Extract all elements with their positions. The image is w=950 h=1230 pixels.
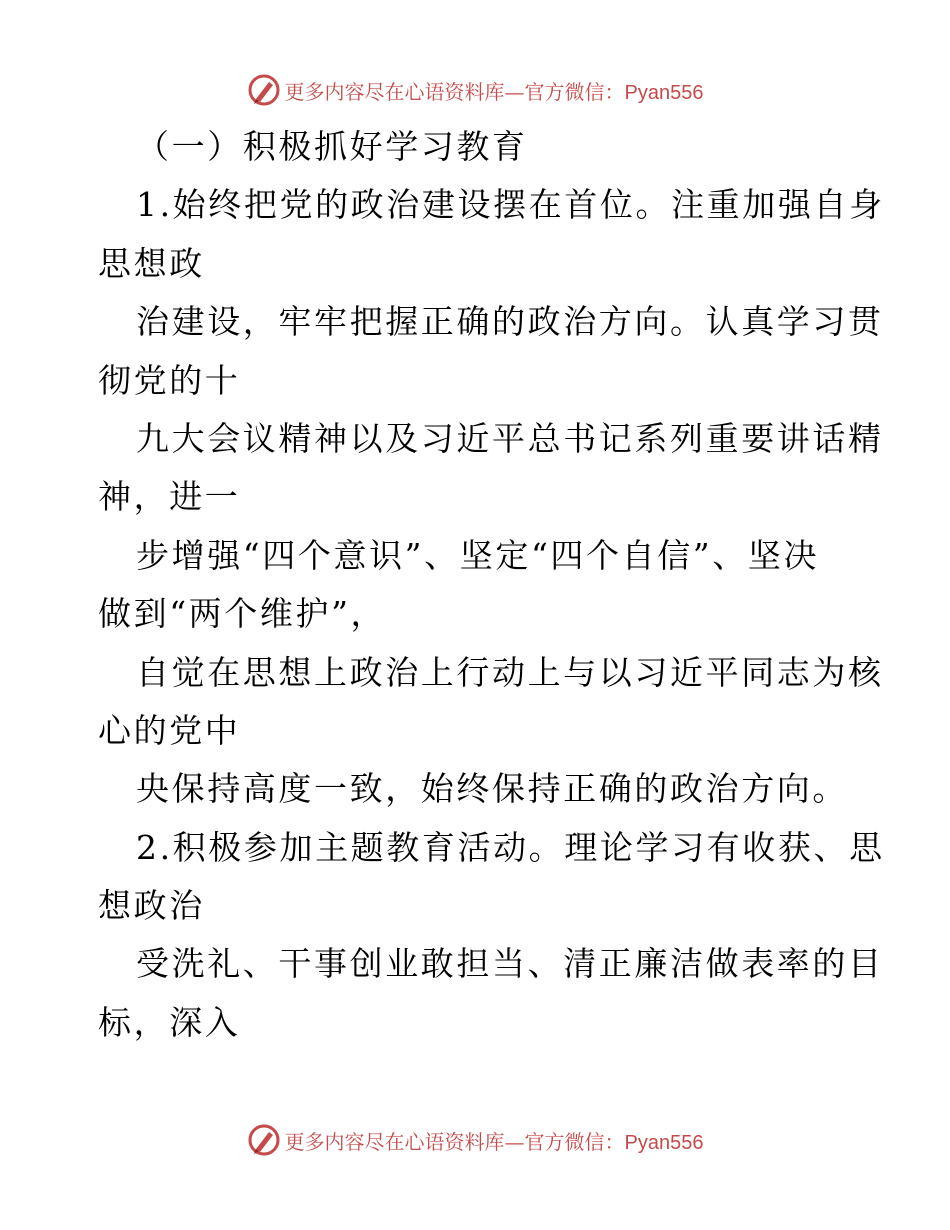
text-line: 步增强“四个意识”、坚定“四个自信”、坚决	[136, 535, 820, 575]
text-line: 做到“两个维护”，	[98, 594, 387, 634]
text-line: 彻党的十	[98, 360, 241, 400]
footer-watermark	[0, 1120, 950, 1160]
text-line: 1.始终把党的政治建设摆在首位。注重加强自身	[136, 185, 885, 225]
pen-logo-icon	[247, 73, 281, 107]
text-line: 自觉在思想上政治上行动上与以习近平同志为核	[136, 652, 884, 692]
watermark-label: 更多内容尽在心语资料库—官方微信：	[284, 79, 625, 104]
text-line: 想政治	[98, 886, 205, 926]
watermark-wechat-id: Pyan556	[624, 81, 704, 104]
text-line: 九大会议精神以及习近平总书记系列重要讲话精	[136, 418, 884, 458]
text-line: （一）积极抓好学习教育	[136, 127, 528, 166]
watermark-text	[285, 1126, 704, 1155]
text-line: 思想政	[98, 243, 205, 283]
text-line: 治建设，牢牢把握正确的政治方向。认真学习贯	[136, 302, 884, 342]
watermark-wechat-id: Pyan556	[624, 1131, 704, 1154]
pen-logo-icon	[247, 1123, 281, 1157]
text-line: 标，深入	[98, 1002, 241, 1042]
document-body	[98, 118, 885, 1052]
watermark-text	[285, 76, 704, 105]
text-line: 心的党中	[98, 710, 241, 750]
text-line: 受洗礼、干事创业敢担当、清正廉洁做表率的目	[136, 944, 884, 984]
text-line: 神，进一	[98, 477, 241, 517]
watermark-label: 更多内容尽在心语资料库—官方微信：	[284, 1129, 625, 1154]
text-line: 央保持高度一致，始终保持正确的政治方向。	[136, 769, 848, 809]
text-line: 2.积极参加主题教育活动。理论学习有收获、思	[136, 827, 885, 867]
header-watermark	[0, 70, 950, 110]
